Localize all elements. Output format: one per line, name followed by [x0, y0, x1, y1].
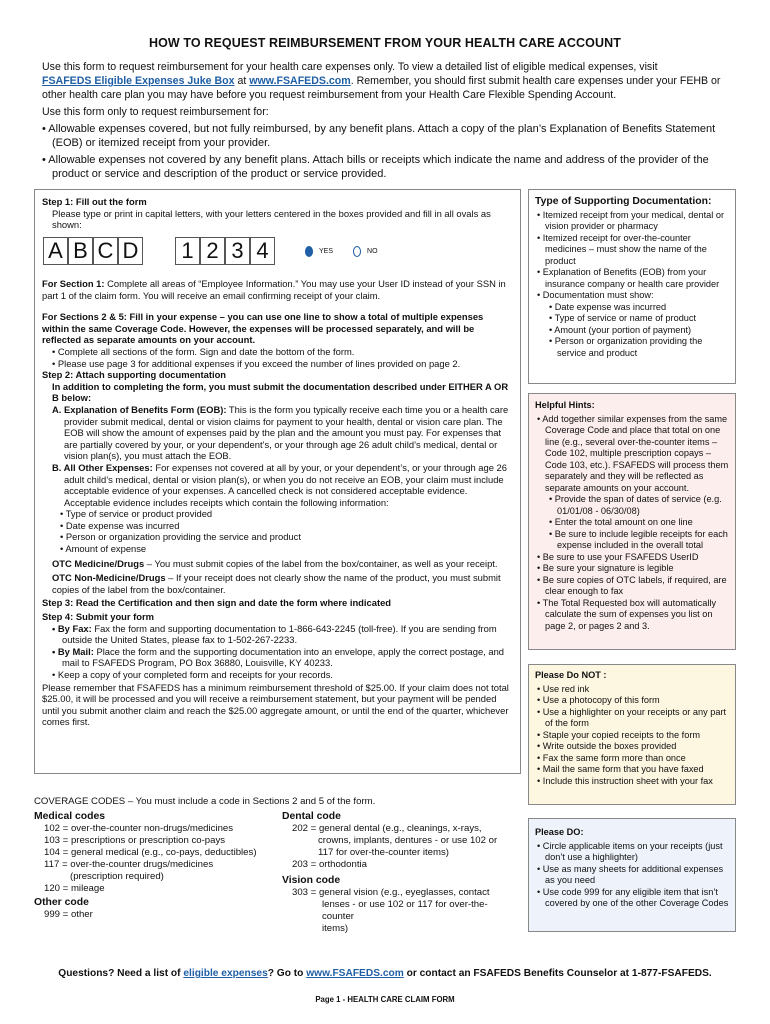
intro-text: . Remember, you should first submit health care expenses under your FEHB or other health care plan you may have before you request reimbursement from your Health Care Flexible Spending Account. — [42, 75, 721, 101]
do-not-item: • Use red ink — [537, 683, 590, 694]
code-item: crowns, implants, dentures - or use 102 or — [318, 835, 498, 846]
digit-box: 1 — [175, 237, 200, 265]
supporting-subitem: • Type of service or name of product — [549, 313, 697, 323]
footer-questions — [0, 968, 770, 979]
do-not-item: • Include this instruction sheet with your fax — [537, 775, 713, 786]
medical-codes-heading: Medical codes — [34, 811, 106, 822]
do-not-item: • Write outside the boxes provided — [537, 741, 677, 751]
do-not-item: • Mail the same form that you have faxed — [537, 764, 704, 774]
footer-fsafeds-link[interactable]: www.FSAFEDS.com — [306, 968, 404, 979]
code-item: 102 = over-the-counter non-drugs/medicines — [44, 823, 234, 834]
digit-box: 2 — [200, 237, 225, 265]
do-not-box — [528, 664, 736, 805]
evidence-item: • Amount of expense — [60, 543, 147, 555]
fsafeds-link[interactable]: www.FSAFEDS.com — [249, 75, 351, 87]
supporting-title: Type of Supporting Documentation: — [535, 196, 712, 207]
code-item: 202 = general dental (e.g., cleanings, x-rays, — [292, 823, 482, 834]
sections25-heading: For Sections 2 & 5: Fill in your expense – you can use one line to show a total of multiple expenses within the same Coverage Code. However, the expenses will be processed separately, and will be reflected as separate amounts on your account. — [42, 311, 484, 346]
footer-text: or contact an FSAFEDS Benefits Counselor at 1-877-FSAFEDS. — [403, 968, 712, 979]
supporting-item: • Itemized receipt for over-the-counter medicines – must show the name of the product — [537, 232, 707, 266]
step1 — [42, 196, 512, 231]
option-a-heading: A. Explanation of Benefits Form (EOB): — [52, 403, 227, 415]
otcn-body: – If your receipt does not clearly show the name of the product, you must submit copies of the label from the box/container. — [52, 572, 501, 595]
by-mail — [42, 646, 512, 669]
code-item: 103 = prescriptions or prescription co-pays — [44, 835, 226, 846]
otcn-heading: OTC Non-Medicine/Drugs — [52, 572, 166, 584]
hint-subitem: • Provide the span of dates of service (e.g. 01/01/08 - 06/30/08) — [549, 494, 722, 516]
hints-title: Helpful Hints: — [535, 400, 595, 410]
option-a-body: This is the form you typically receive each time you or a health care provider submit medical, dental or vision claims for payment to your health, dental or vision care plan. The EOB will show the amount of expenses paid by the plan and the amount you must pay. For expenses that are partially covered by your, or your dependent’s, or your through age 26 adult child’s medical, dental or vision plan(s), you must attach the EOB. — [64, 403, 509, 462]
medical-codes — [34, 811, 279, 921]
evidence-item: • Date expense was incurred — [60, 519, 180, 531]
please-do-title: Please DO: — [535, 827, 584, 837]
section1-heading: For Section 1: — [42, 278, 105, 289]
code-item: lenses - or use 102 or 117 for over-the-counter — [322, 899, 488, 922]
mail-body: Place the form and the supporting documentation into an envelope, apply the correct postage, and mail to FSAFEDS Program, PO Box 36880, Louisville, KY 40233. — [62, 645, 505, 669]
hint-item: • The Total Requested box will automatically calculate the sum of expenses you list on page 2, or pages 2 and 3. — [537, 597, 717, 631]
step4-heading: Step 4: Submit your form — [42, 611, 154, 623]
page-title: HOW TO REQUEST REIMBURSEMENT FROM YOUR HEALTH CARE ACCOUNT — [148, 36, 621, 50]
step1-heading: Step 1: Fill out the form — [42, 196, 147, 207]
fax-body: Fax the form and supporting documentation to 1-866-643-2245 (toll-free). If you are sending from outside the United States, please fax to 1-502-267-2233. — [62, 622, 497, 646]
footer-text: ? Go to — [267, 968, 307, 979]
hint-item: • Add together similar expenses from the same Coverage Code and place that total on one line (e.g., several over-the-counter items – Code 102, multiple prescription copays – Code 103, etc.). FSAFEDS will process them separately and they will be reflected as separate amounts on your account. — [537, 413, 729, 493]
code-item: 203 = orthodontia — [292, 859, 367, 870]
do-not-item: • Fax the same form more than once — [537, 752, 686, 763]
evidence-item: • Type of service or product provided — [60, 508, 213, 520]
option-a — [42, 404, 512, 462]
code-item: 303 = general vision (e.g., eyeglasses, contact — [292, 887, 490, 898]
otc-medicine — [42, 558, 512, 570]
keep-copy: • Keep a copy of your completed form and receipts for your records. — [52, 669, 334, 680]
otc-non-medicine — [42, 572, 512, 595]
footer-text: Questions? Need a list of — [58, 968, 184, 979]
otc-heading: OTC Medicine/Drugs — [52, 557, 145, 569]
juke-box-link[interactable]: FSAFEDS Eligible Expenses Juke Box — [42, 75, 235, 87]
coverage-codes-intro: COVERAGE CODES – You must include a code in Sections 2 and 5 of the form. — [34, 796, 376, 807]
do-not-item: • Use a highlighter on your receipts or any part of the form — [537, 706, 727, 728]
code-item: 104 = general medical (e.g., co-pays, deductibles) — [44, 847, 257, 858]
section1-text — [42, 278, 512, 301]
evidence-item: • Person or organization providing the service and product — [60, 531, 301, 543]
hint-item: • Be sure to use your FSAFEDS UserID — [537, 551, 699, 562]
letter-box: A — [43, 237, 68, 265]
eligible-expenses-link[interactable]: eligible expenses — [183, 968, 268, 979]
step1-text: Please type or print in capital letters, with your letters centered in the boxes provided and fill in all ovals as shown: — [52, 207, 491, 231]
code-item: 120 = mileage — [44, 883, 105, 894]
fax-heading: • By Fax: — [52, 622, 92, 634]
no-label: NO — [367, 247, 378, 255]
dental-vision-codes — [282, 811, 518, 935]
please-do-item: • Circle applicable items on your receipts (just don’t use a highlighter) — [537, 840, 723, 862]
yes-oval — [305, 246, 333, 257]
intro-bullet: • Allowable expenses not covered by any benefit plans. Attach bills or receipts which indicate the name and address of the provider of the product or service and description of the product or service provided. — [42, 154, 709, 180]
option-b-heading: B. All Other Expenses: — [52, 461, 153, 473]
hint-subitem: • Enter the total amount on one line — [549, 517, 693, 527]
do-not-item: • Use a photocopy of this form — [537, 695, 660, 705]
supporting-subitem: • Person or organization providing the service and product — [549, 336, 703, 358]
empty-oval-icon — [353, 246, 361, 257]
option-b — [42, 462, 512, 508]
helpful-hints-box — [528, 393, 736, 650]
intro-text: Use this form to request reimbursement for your health care expenses only. To view a detailed list of eligible medical expenses, visit — [42, 61, 658, 73]
do-not-item: • Staple your copied receipts to the form — [537, 729, 701, 740]
code-item: (prescription required) — [70, 871, 164, 882]
section1-body: Complete all areas of “Employee Information.” You may use your User ID instead of your SSN in part 1 of the claim form. You will receive an email confirming receipt of your claim. — [42, 278, 506, 301]
option-b-body: For expenses not covered at all by your, or your dependent’s, or your through age 26 adult child’s medical, dental or vision plan(s), or when you do not receive an EOB, your claim must include acceptable evidence of your expenses. A cancelled check is not considered acceptable evidence. Acceptable evidence includes receipts which contain the following information: — [64, 461, 507, 508]
step2-heading: Step 2: Attach supporting documentation — [42, 369, 227, 381]
intro-paragraph — [42, 60, 732, 102]
code-item: 999 = other — [44, 909, 93, 920]
otc-body: – You must submit copies of the label from the box/container, as well as your receipt. — [144, 557, 498, 569]
by-fax — [42, 623, 512, 646]
letter-box: C — [93, 237, 118, 265]
supporting-subitem: • Date expense was incurred — [549, 301, 667, 312]
letter-box: B — [68, 237, 93, 265]
code-item: items) — [322, 923, 349, 934]
intro-text: at — [234, 75, 250, 87]
supporting-item: • Documentation must show: — [537, 290, 654, 300]
supporting-subitem: • Amount (your portion of payment) — [549, 324, 692, 335]
supporting-item: • Explanation of Benefits (EOB) from your insurance company or health care provider — [537, 267, 720, 289]
supporting-item: • Itemized receipt from your medical, dental or vision provider or pharmacy — [537, 209, 725, 231]
digit-box: 3 — [225, 237, 250, 265]
please-do-item: • Use code 999 for any eligible item that isn’t covered by one of the other Coverage Codes — [537, 886, 729, 908]
do-not-title: Please Do NOT : — [535, 670, 607, 680]
page-label: Page 1 - HEALTH CARE CLAIM FORM — [315, 995, 455, 1004]
hint-item: • Be sure copies of OTC labels, if required, are clear enough to fax — [537, 574, 727, 596]
please-do-item: • Use as many sheets for additional expenses as you need — [537, 863, 724, 885]
coverage-codes — [34, 796, 519, 808]
sections25-bullet: • Complete all sections of the form. Sign and date the bottom of the form. — [52, 345, 355, 357]
mail-heading: • By Mail: — [52, 645, 94, 657]
filled-oval-icon — [305, 246, 313, 257]
step3-heading: Step 3: Read the Certification and then sign and date the form where indicated — [42, 597, 392, 609]
step2-text: In addition to completing the form, you must submit the documentation described under EITHER A OR B below: — [52, 380, 509, 404]
example-boxes — [43, 237, 378, 265]
code-item: 117 = over-the-counter drugs/medicines — [44, 859, 214, 870]
intro-only-for: Use this form only to request reimbursement for: — [42, 106, 269, 118]
vision-code-heading: Vision code — [282, 875, 341, 886]
code-item: 117 for over-the-counter items) — [318, 847, 449, 858]
hint-item: • Be sure your signature is legible — [537, 563, 674, 573]
sections-instructions — [42, 278, 512, 728]
letter-box: D — [118, 237, 143, 265]
dental-code-heading: Dental code — [282, 811, 341, 822]
other-code-heading: Other code — [34, 897, 89, 908]
digit-box: 4 — [250, 237, 275, 265]
intro-bullet: • Allowable expenses covered, but not fully reimbursed, by any benefit plans. Attach a copy of the plan’s Explanation of Benefits Statement (EOB) or itemized receipt from your provider. — [42, 123, 716, 149]
intro-section — [42, 60, 732, 184]
threshold-note: Please remember that FSAFEDS has a minimum reimbursement threshold of $25.00. If your claim does not total $25.00, it will be processed and you will receive a reimbursement statement, but your payment will be pended until you submit another claim and reach the $25.00 aggregate amount, or until the end of the quarter, whichever comes first. — [42, 681, 509, 728]
yes-label: YES — [319, 247, 334, 255]
no-oval — [353, 246, 378, 257]
sections25-bullet: • Please use page 3 for additional expenses if you exceed the number of lines provided on page 2. — [52, 357, 461, 369]
please-do-box — [528, 818, 736, 932]
hint-subitem: • Be sure to include legible receipts for each expense included in the overall total — [549, 528, 728, 550]
supporting-doc-box — [528, 189, 736, 384]
